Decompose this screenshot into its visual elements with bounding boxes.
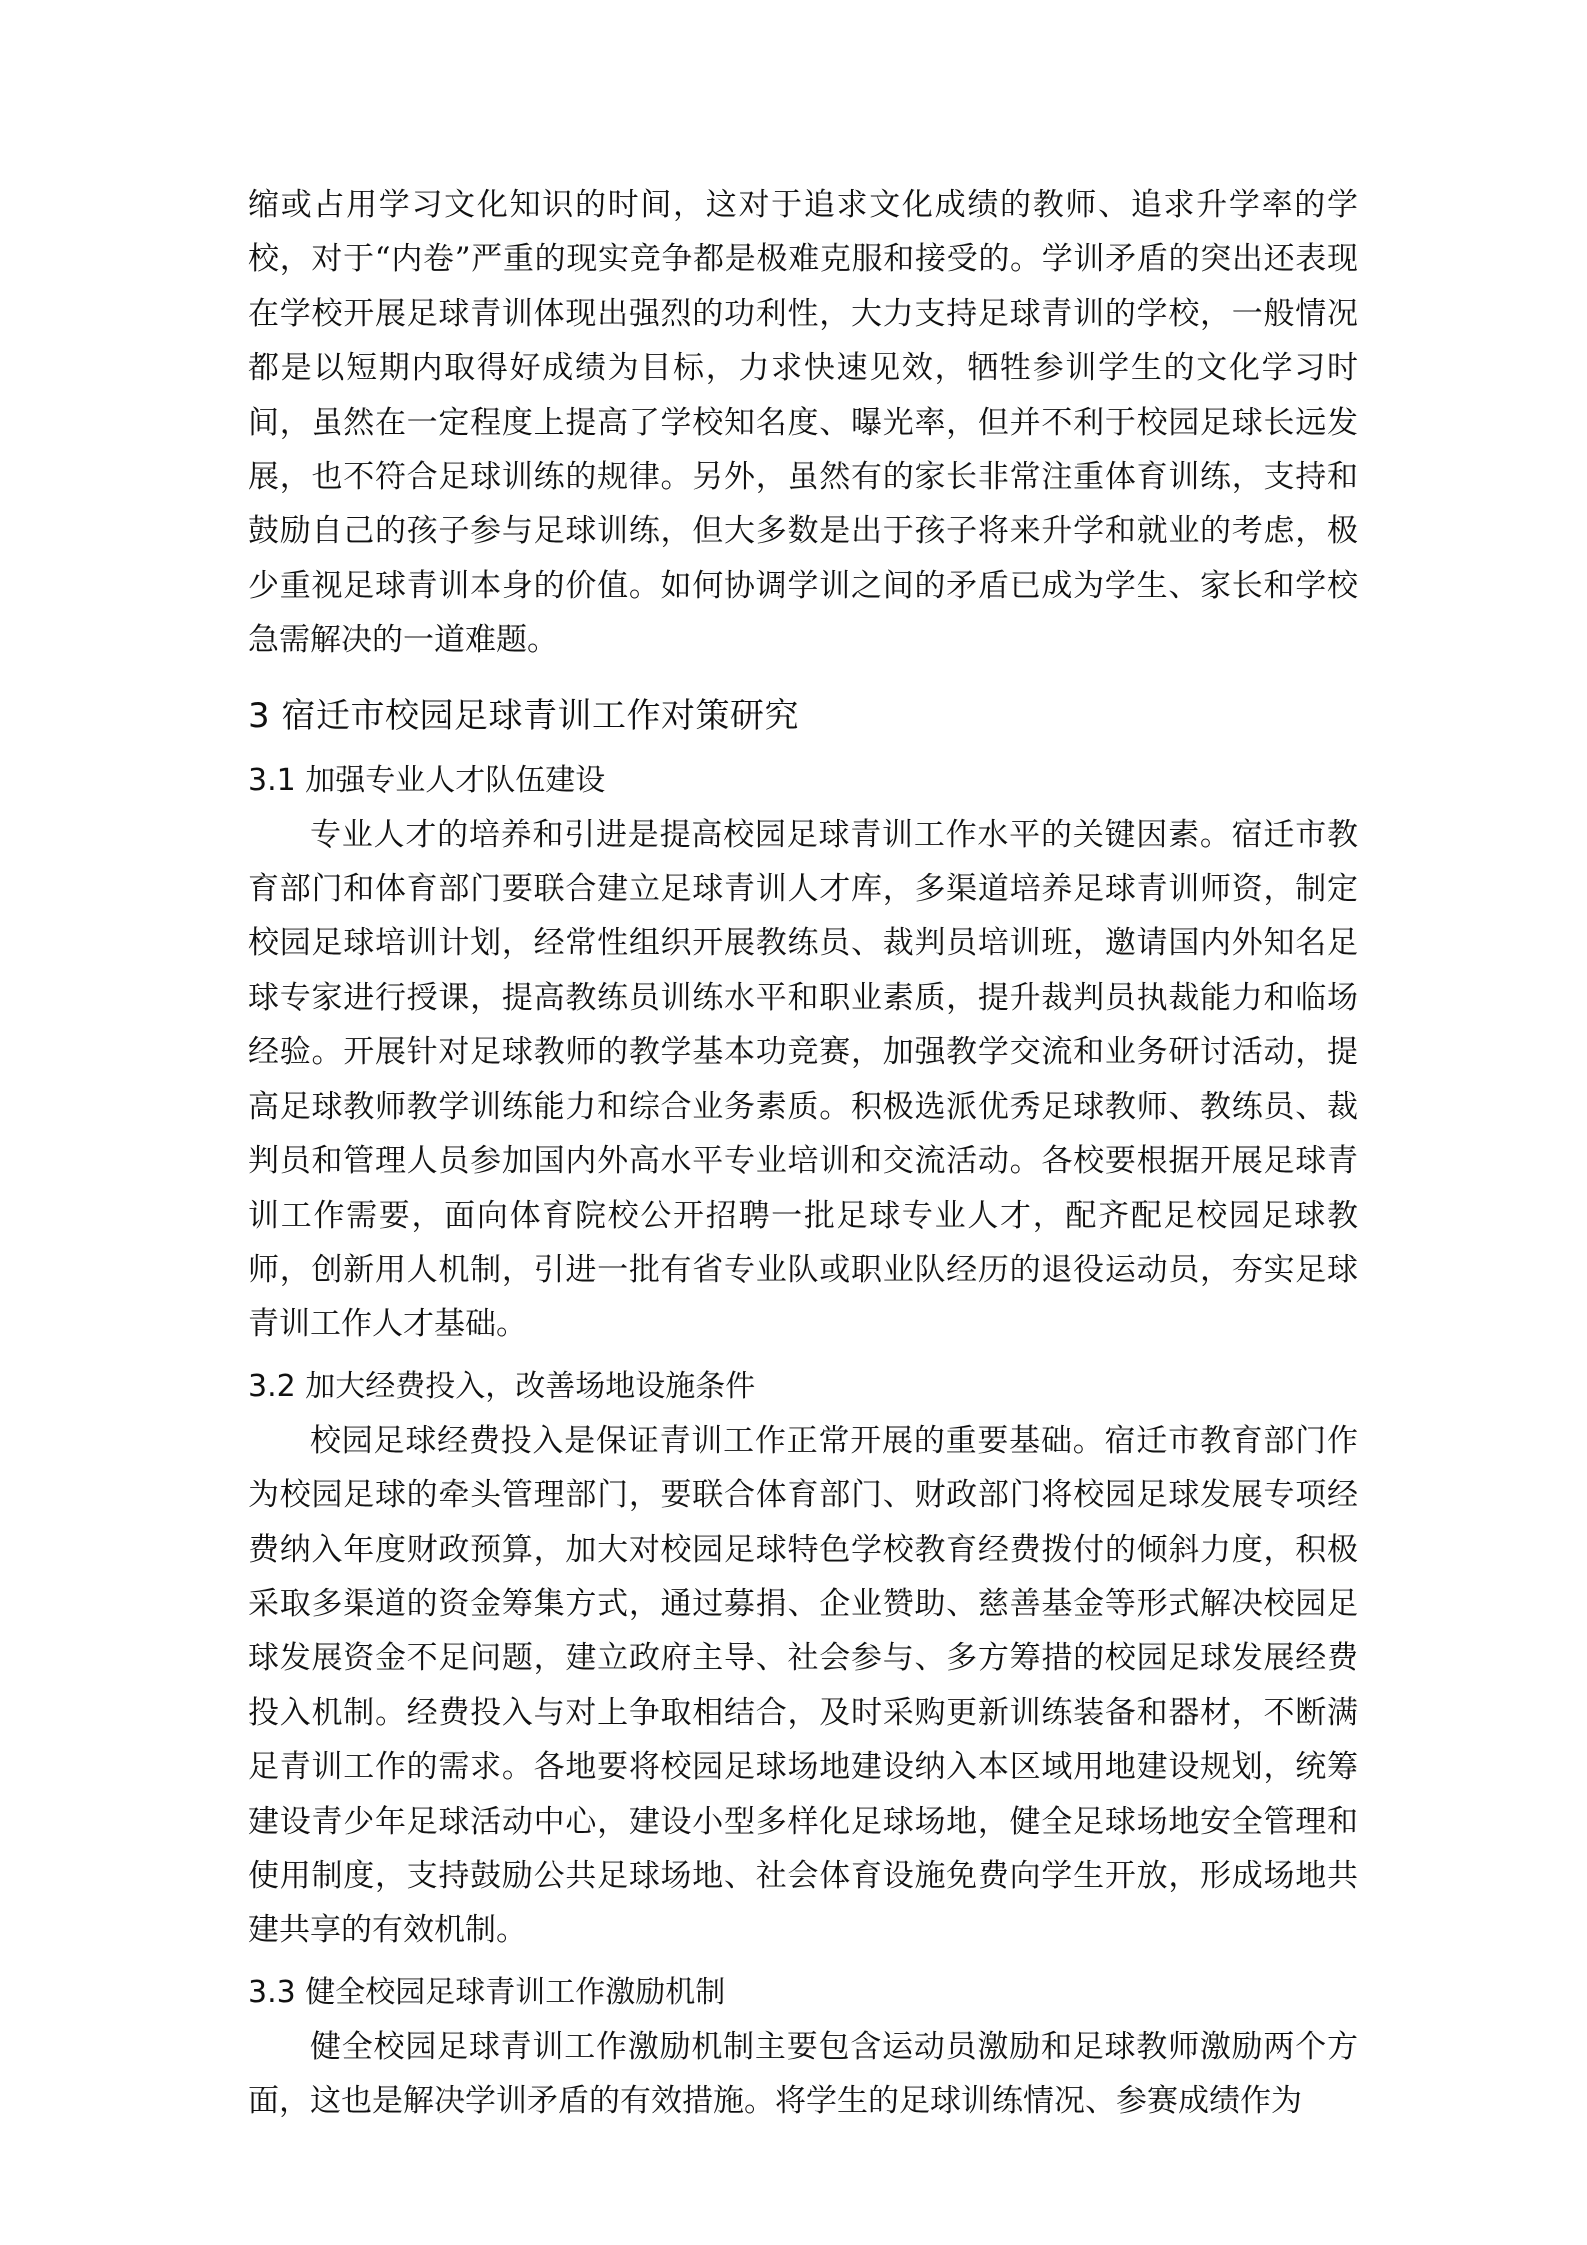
subsection-heading-3-3: 3.3 健全校园足球青训工作激励机制 xyxy=(248,1974,726,2010)
subsection-heading-3-2: 3.2 加大经费投入，改善场地设施条件 xyxy=(248,1368,756,1404)
subsection-paragraph-3-2: 校园足球经费投入是保证青训工作正常开展的重要基础。宿迁市教育部门作为校园足球的牵头管理部门，要联合体育部门、财政部门将校园足球发展专项经费纳入年度财政预算，加大对校园足球特色学校教育经费拨付的倾斜力度，积极采取多渠道的资金筹集方式，通过募捐、企业赞助、慈善基金等形式解决校园足球发展资金不足问题，建立政府主导、社会参与、多方筹措的校园足球发展经费投入机制。经费投入与对上争取相结合，及时采购更新训练装备和器材，不断满足青训工作的需求。各地要将校园足球场地建设纳入本区域用地建设规划，统筹建设青少年足球活动中心，建设小型多样化足球场地，健全足球场地安全管理和使用制度，支持鼓励公共足球场地、社会体育设施免费向学生开放，形成场地共建共享的有效机制。 xyxy=(248,1422,1358,1949)
document-page xyxy=(248,178,1358,2129)
subsection-paragraph-3-1: 专业人才的培养和引进是提高校园足球青训工作水平的关键因素。宿迁市教育部门和体育部门要联合建立足球青训人才库，多渠道培养足球青训师资，制定校园足球培训计划，经常性组织开展教练员、裁判员培训班，邀请国内外知名足球专家进行授课，提高教练员训练水平和职业素质，提升裁判员执裁能力和临场经验。开展针对足球教师的教学基本功竞赛，加强教学交流和业务研讨活动，提高足球教师教学训练能力和综合业务素质。积极选派优秀足球教师、教练员、裁判员和管理人员参加国内外高水平专业培训和交流活动。各校要根据开展足球青训工作需要，面向体育院校公开招聘一批足球专业人才，配齐配足校园足球教师，创新用人机制，引进一批有省专业队或职业队经历的退役运动员，夯实足球青训工作人才基础。 xyxy=(248,816,1358,1343)
subsection-heading-3-1: 3.1 加强专业人才队伍建设 xyxy=(248,762,606,798)
section-heading: 3 宿迁市校园足球青训工作对策研究 xyxy=(248,695,799,736)
intro-paragraph: 缩或占用学习文化知识的时间，这对于追求文化成绩的教师、追求升学率的学校，对于“内卷”严重的现实竞争都是极难克服和接受的。学训矛盾的突出还表现在学校开展足球青训体现出强烈的功利性，大力支持足球青训的学校，一般情况都是以短期内取得好成绩为目标，力求快速见效，牺牲参训学生的文化学习时间，虽然在一定程度上提高了学校知名度、曝光率，但并不利于校园足球长远发展，也不符合足球训练的规律。另外，虽然有的家长非常注重体育训练，支持和鼓励自己的孩子参与足球训练，但大多数是出于孩子将来升学和就业的考虑，极少重视足球青训本身的价值。如何协调学训之间的矛盾已成为学生、家长和学校急需解决的一道难题。 xyxy=(248,187,1358,659)
subsection-paragraph-3-3: 健全校园足球青训工作激励机制主要包含运动员激励和足球教师激励两个方面，这也是解决学训矛盾的有效措施。将学生的足球训练情况、参赛成绩作为 xyxy=(248,2028,1358,2120)
